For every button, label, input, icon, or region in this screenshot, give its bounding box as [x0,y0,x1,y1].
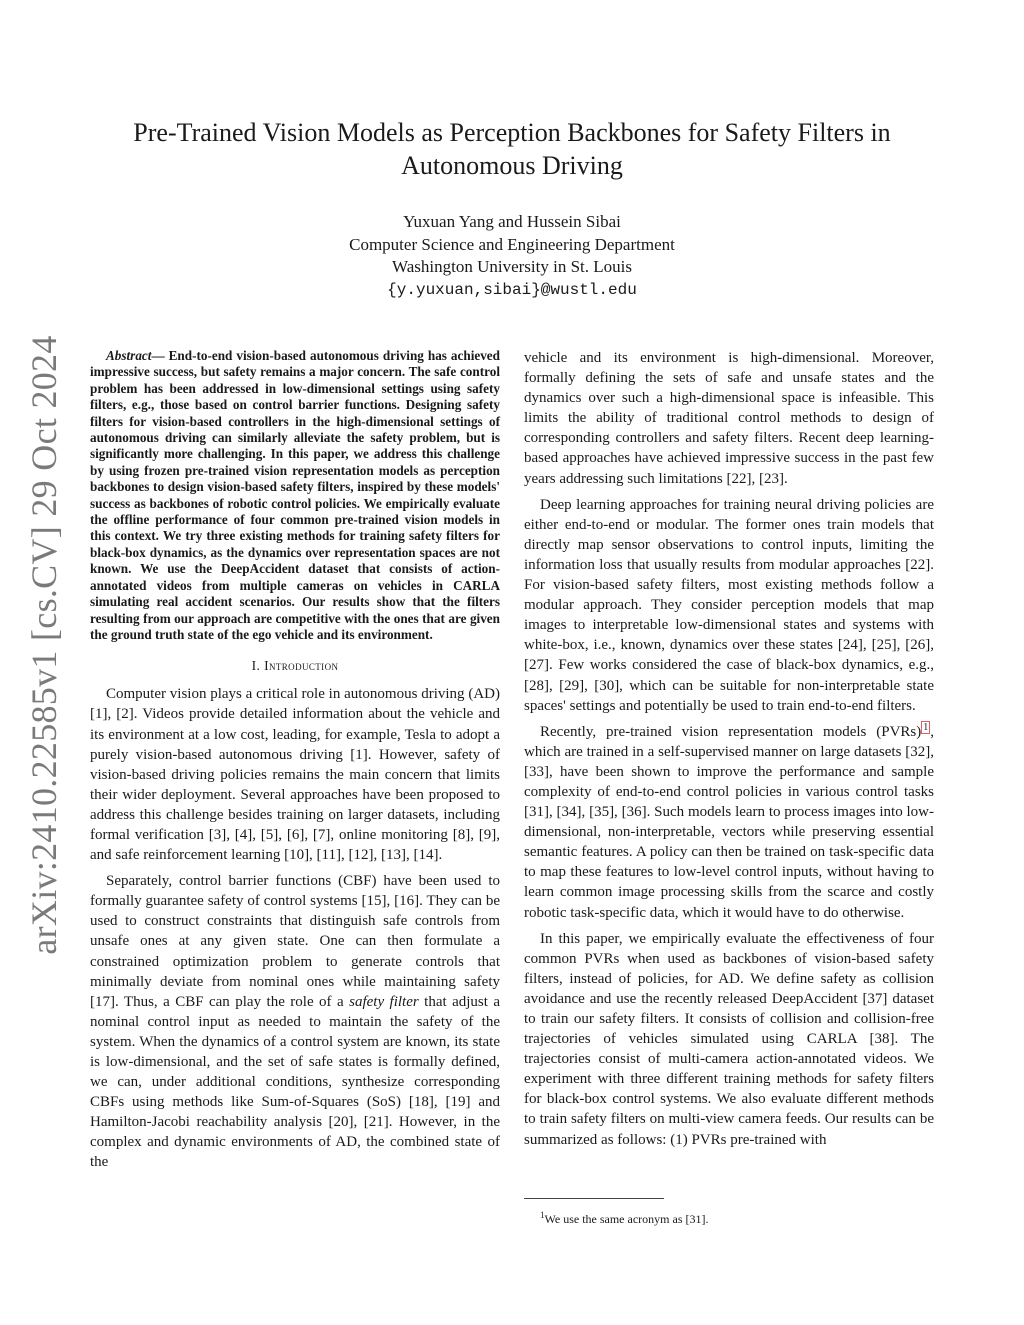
intro-paragraph-2-part-a: Separately, control barrier functions (CBF) have been used to formally guarantee safety of control systems [15], [16]. They can be used to construct constraints that distinguish safe controls from unsafe ones at any given state. One can then formulate a constrained optimization problem to generate controls that minimally deviate from nominal ones while maintaining safety [17]. Thus, a CBF can play the role of a [90,873,500,1010]
footnote-divider [524,1198,664,1199]
author-names: Yuxuan Yang and Hussein Sibai [403,212,621,231]
abstract-label: Abstract [106,348,152,363]
intro-paragraph-2-part-b: that adjust a nominal control input as needed to maintain the safety of the system. When the dynamics of a control system are known, its state is low-dimensional, and the set of safe states is formally defined, we can, under additional conditions, synthesize corresponding CBFs using methods like Sum-of-Squares (SoS) [18], [19] and Hamilton-Jacobi reachability analysis [20], [21]. However, in the complex and dynamic environments of AD, the combined state of the [90,993,501,1171]
footnote-text: We use the same acronym as [31]. [544,1212,709,1226]
intro-paragraph-4: Deep learning approaches for training neural driving policies are either end-to-end or modular. The former ones train models that directly map sensor observations to control inputs, limiting the information loss that usually results from modular approaches [22]. For vision-based safety filters, most existing methods follow a modular approach. They consider perception models that map images to interpretable low-dimensional states and systems with white-box, i.e., known, dynamics over these states [24], [25], [26], [27]. Few works considered the case of black-box dynamics, e.g., [28], [29], [30], which can be suitable for non-interpretable state spaces' settings and potentially be used to train end-to-end filters. [524,496,934,714]
section-heading [90,658,500,674]
intro-paragraph-2 [90,871,500,1172]
right-column [524,348,934,1150]
abstract-text: End-to-end vision-based autonomous driving has achieved impressive success, but safety remains a major concern. The safe control problem has been addressed in low-dimensional settings using safety filters, e.g., those based on control barrier functions. Designing safety filters for vision-based controllers in the high-dimensional settings of autonomous driving can similarly alleviate the safety problem, but is significantly more challenging. In this paper, we address this challenge by using frozen pre-trained vision representation models as perception backbones to design vision-based safety filters, inspired by these models' success as backbones of robotic control policies. We empirically evaluate the offline performance of four common pre-trained vision models in this context. We try three existing methods for training safety filters for black-box dynamics, as the dynamics over representation spaces are not known. We use the DeepAccident dataset that consists of action-annotated videos from multiple cameras on vehicles in CARLA simulating real accident scenarios. Our results show that the filters resulting from our approach are competitive with the ones that are given the ground truth state of the ego vehicle and its environment. [90,348,500,642]
arxiv-identifier: arXiv:2410.22585v1 [cs.CV] 29 Oct 2024 [24,335,64,955]
section-title: Introduction [264,658,339,674]
footnote [540,1210,708,1227]
left-column [90,348,500,1173]
section-number: I. [251,658,261,674]
safety-filter-term: safety filter [349,993,419,1010]
author-department: Computer Science and Engineering Department [349,234,675,254]
intro-paragraph-6: In this paper, we empirically evaluate the effectiveness of four common PVRs when used as backbones of vision-based safety filters, instead of policies, for AD. We define safety as collision avoidance and use the recently released DeepAccident [37] dataset to train our safety filters. It consists of collision and collision-free trajectories of vehicles simulated using CARLA [38]. The trajectories consist of multi-camera action-annotated videos. We experiment with three different training methods for safety filters for black-box control systems. We also evaluate different methods to train safety filters on multi-view camera feeds. Our results can be summarized as follows: (1) PVRs pre-trained with [524,930,934,1148]
footnote-link[interactable]: 1 [923,721,929,733]
arxiv-side-stamp [14,335,74,955]
paper-title: Pre-Trained Vision Models as Perception Backbones for Safety Filters in Autonomous Driving [133,118,891,180]
intro-paragraph-1: Computer vision plays a critical role in autonomous driving (AD) [1], [2]. Videos provide detailed information about the vehicle and its environment at a low cost, leading, for example, Tesla to adopt a purely vision-based autonomous driving [1]. However, safety of vision-based driving policies remains the main concern that limits their wider deployment. Several approaches have been proposed to address this challenge besides training on larger datasets, including formal verification [3], [4], [5], [6], [7], online monitoring [8], [9], and safe reinforcement learning [10], [11], [12], [13], [14]. [90,686,500,864]
author-block [200,211,824,301]
intro-paragraph-5-part-a: Recently, pre-trained vision representation models (PVRs) [540,723,922,740]
author-university: Washington University in St. Louis [392,257,632,276]
abstract: Abstract— End-to-end vision-based autonomous driving has achieved impressive success, but safety remains a major concern. The safe control problem has been addressed in low-dimensional settings using safety filters, e.g., those based on control barrier functions. Designing safety filters for vision-based controllers in the high-dimensional settings of autonomous driving can similarly alleviate the safety problem, but is significantly more challenging. In this paper, we address this challenge by using frozen pre-trained vision representation models as perception backbones to design vision-based safety filters, inspired by these models' success as backbones of robotic control policies. We empirically evaluate the offline performance of four common pre-trained vision models in this context. We try three existing methods for training safety filters for black-box dynamics, as the dynamics over representation spaces are not known. We use the DeepAccident dataset that consists of action-annotated videos from multiple cameras on vehicles in CARLA simulating real accident scenarios. Our results show that the filters resulting from our approach are competitive with the ones that are given the ground truth state of the ego vehicle and its environment. [90,348,500,642]
intro-paragraph-3: vehicle and its environment is high-dimensional. Moreover, formally defining the sets of safe and unsafe states and the dynamics over such a high-dimensional space is infeasible. This limits the ability of traditional control methods to design of corresponding controllers and safety filters. Recent deep learning-based approaches have achieved impressive success in the past few years addressing such limitations [22], [23]. [524,350,934,487]
intro-paragraph-5-part-b: , which are trained in a self-supervised manner on large datasets [32], [33], have been shown to improve the performance and sample complexity of end-to-end control policies in various control tasks [31], [34], [35], [36]. Such models learn to process images into low-dimensional, non-interpretable, vectors while preserving essential semantic features. A policy can then be trained on task-specific data to map these features to low-level control inputs, without having to learn common image processing skills from the scarce and costly robotic task-specific data, which it would have to do otherwise. [524,723,934,921]
footnote-mark: 1 [540,1210,545,1220]
intro-paragraph-5 [524,722,934,923]
author-email: {y.yuxuan,sibai}@wustl.edu [387,280,637,299]
